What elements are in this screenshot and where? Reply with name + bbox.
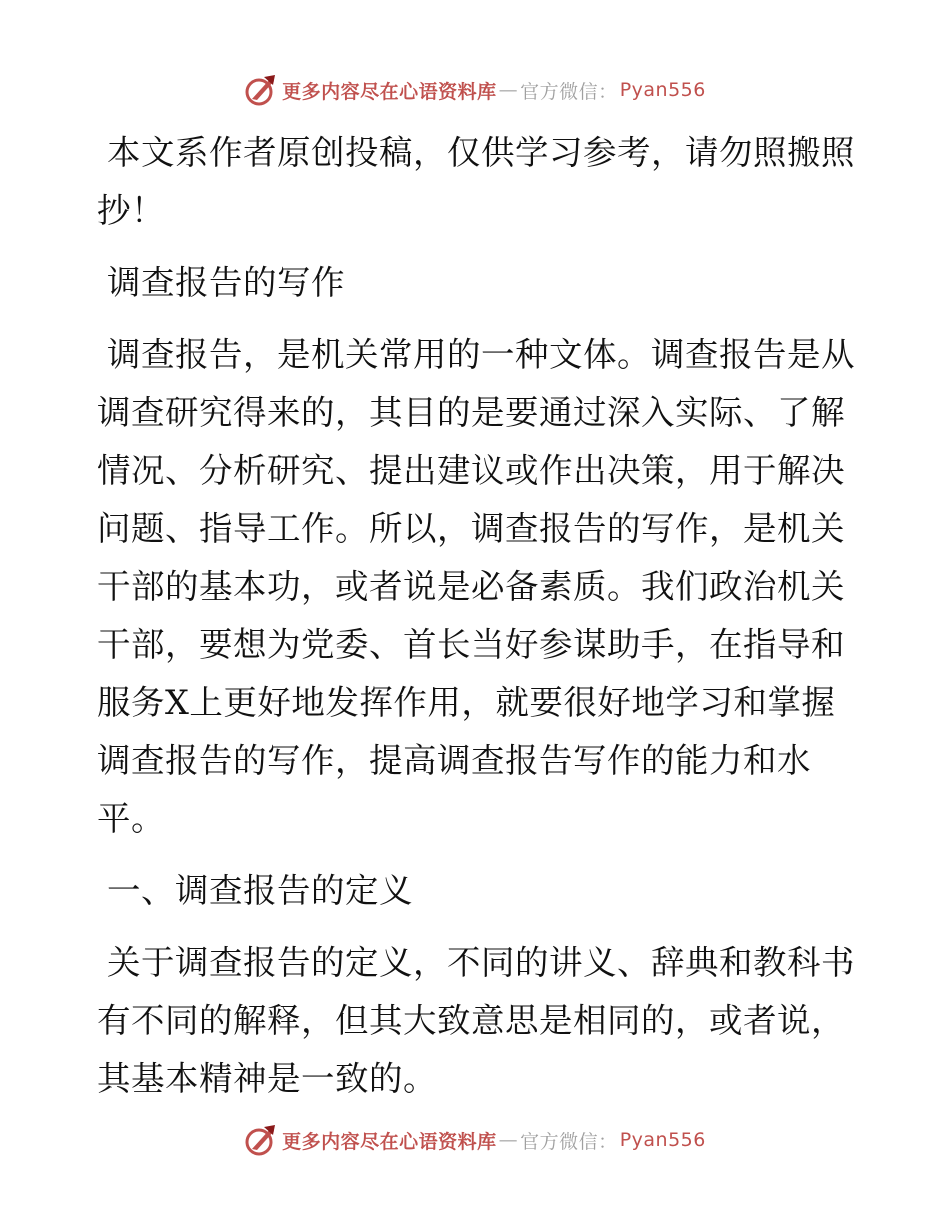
paragraph-definition: 关于调查报告的定义，不同的讲义、辞典和教科书有不同的解释，但其大致意思是相同的，或者说，其基本精神是一致的。: [97, 943, 855, 1098]
paragraph-section-heading: 一、调查报告的定义: [107, 871, 413, 910]
paragraph-intro: 调查报告，是机关常用的一种文体。调查报告是从调查研究得来的，其目的是要通过深入实际、了解情况、分析研究、提出建议或作出决策，用于解决问题、指导工作。所以，调查报告的写作，是机关干部的基本功，或者说是必备素质。我们政治机关干部，要想为党委、首长当好参谋助手，在指导和服务X上更好地发挥作用，就要很好地学习和掌握调查报告的写作，提高调查报告写作的能力和水平。: [97, 335, 855, 838]
paragraph-title: 调查报告的写作: [107, 263, 345, 302]
watermark-id: Pyan556: [619, 1129, 706, 1151]
watermark-footer: [0, 1122, 950, 1158]
watermark-main-text: 更多内容尽在心语资料库: [282, 80, 497, 103]
quill-logo-icon: [244, 1123, 278, 1157]
paragraph-disclaimer: 本文系作者原创投稿，仅供学习参考，请勿照搬照抄！: [97, 133, 855, 230]
quill-logo-icon: [244, 73, 278, 107]
document-body: [97, 124, 857, 1122]
watermark-id: Pyan556: [619, 79, 706, 101]
watermark-header: [0, 72, 950, 108]
watermark-secondary-text: 官方微信：: [520, 80, 618, 103]
watermark-dash: —: [498, 79, 519, 101]
watermark-main-text: 更多内容尽在心语资料库: [282, 1130, 497, 1153]
watermark-dash: —: [498, 1129, 519, 1151]
watermark-secondary-text: 官方微信：: [520, 1130, 618, 1153]
